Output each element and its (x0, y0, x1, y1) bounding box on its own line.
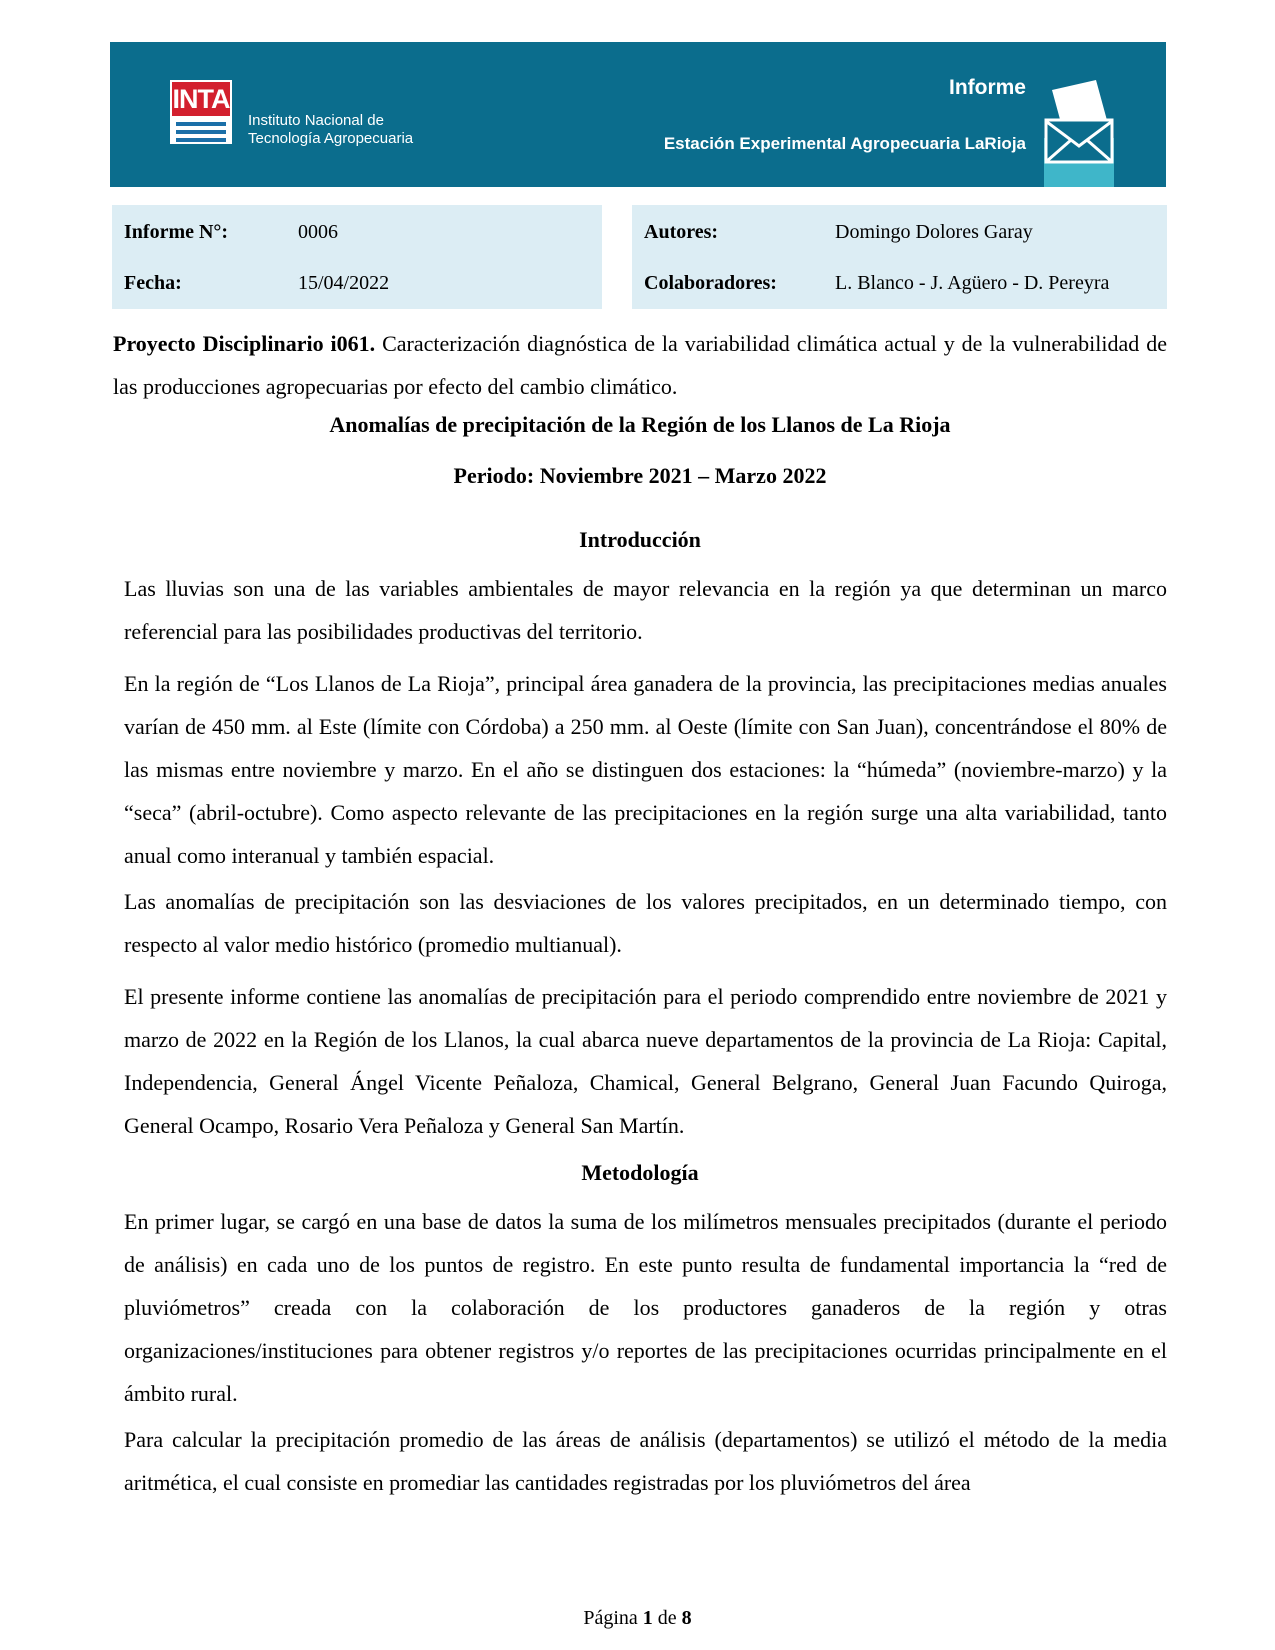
intro-paragraph-1: Las lluvias son una de las variables ambientales de mayor relevancia en la región ya que determinan un marco referencial para las posibilidades productivas del territorio. (124, 576, 1167, 644)
date-value: 15/04/2022 (298, 272, 390, 294)
logo-stripe (176, 122, 226, 126)
intro-paragraph-4: El presente informe contiene las anomalías de precipitación para el periodo comprendido entre noviembre de 2021 y marzo de 2022 en la Región de los Llanos, la cual abarca nueve departamentos de la provincia de La Rioja: Capital, Independencia, General Ángel Vicente Peñaloza, Chamical, General Belgrano, General Juan Facundo Quiroga, General Ocampo, Rosario Vera Peñaloza y General San Martín. (124, 984, 1167, 1138)
inta-logo (170, 80, 232, 144)
method-paragraph-2: Para calcular la precipitación promedio de las áreas de análisis (departamentos) se utilizó el método de la media aritmética, el cual consiste en promediar las cantidades registradas por los pluviómetros del área (124, 1427, 1167, 1495)
institute-line-2: Tecnología Agropecuaria (248, 130, 414, 147)
institute-name (248, 112, 413, 148)
page-number: 1 (642, 1607, 653, 1629)
document-title: Anomalías de precipitación de la Región de los Llanos de La Rioja (329, 412, 951, 437)
total-pages: 8 (681, 1607, 692, 1629)
report-meta-box (112, 205, 602, 309)
project-description (113, 322, 1167, 408)
institute-line-1: Instituto Nacional de (248, 112, 384, 129)
banner-subtitle: Estación Experimental Agropecuaria LaRioja (663, 134, 1026, 153)
project-text: Caracterización diagnóstica de la variabilidad climática actual y de la vulnerabilidad de las producciones agropecuarias por efecto del cambio climático. (113, 331, 1167, 399)
of-word: de (657, 1607, 677, 1629)
logo-stripe (176, 130, 226, 134)
collaborators-value: L. Blanco - J. Agüero - D. Pereyra (835, 272, 1110, 294)
mail-icon (1044, 80, 1114, 187)
project-code: Proyecto Disciplinario i061. (113, 331, 376, 356)
intro-heading: Introducción (579, 527, 701, 552)
banner-title: Informe (948, 76, 1026, 99)
collaborators-label: Colaboradores: (644, 272, 777, 294)
report-number-label: Informe N°: (124, 221, 229, 243)
date-label: Fecha: (124, 272, 182, 294)
header-banner (110, 42, 1166, 187)
document-period: Periodo: Noviembre 2021 – Marzo 2022 (453, 463, 827, 488)
authors-label: Autores: (644, 221, 719, 243)
logo-text: INTA (172, 84, 230, 114)
method-heading: Metodología (581, 1160, 699, 1185)
method-paragraph-1: En primer lugar, se cargó en una base de datos la suma de los milímetros mensuales precipitados (durante el periodo de análisis) en cada uno de los puntos de registro. En este punto resulta de fundamental importancia la “red de pluviómetros” creada con la colaboración de los productores ganaderos de la región y otras organizaciones/instituciones para obtener registros y/o reportes de las precipitaciones ocurridas principalmente en el ámbito rural. (124, 1209, 1167, 1406)
report-number-value: 0006 (298, 221, 338, 243)
page-word: Página (583, 1607, 638, 1629)
intro-paragraph-3: Las anomalías de precipitación son las desviaciones de los valores precipitados, en un determinado tiempo, con respecto al valor medio histórico (promedio multianual). (124, 889, 1167, 957)
intro-paragraph-2: En la región de “Los Llanos de La Rioja”, principal área ganadera de la provincia, las precipitaciones medias anuales varían de 450 mm. al Este (límite con Córdoba) a 250 mm. al Oeste (límite con San Juan), concentrándose el 80% de las mismas entre noviembre y marzo. En el año se distinguen dos estaciones: la “húmeda” (noviembre-marzo) y la “seca” (abril-octubre). Como aspecto relevante de las precipitaciones en la región surge una alta variabilidad, tanto anual como interanual y también espacial. (124, 671, 1167, 868)
page-footer (0, 1607, 1275, 1630)
authors-meta-box (632, 205, 1167, 309)
logo-stripe (176, 138, 226, 142)
authors-value: Domingo Dolores Garay (835, 221, 1033, 243)
